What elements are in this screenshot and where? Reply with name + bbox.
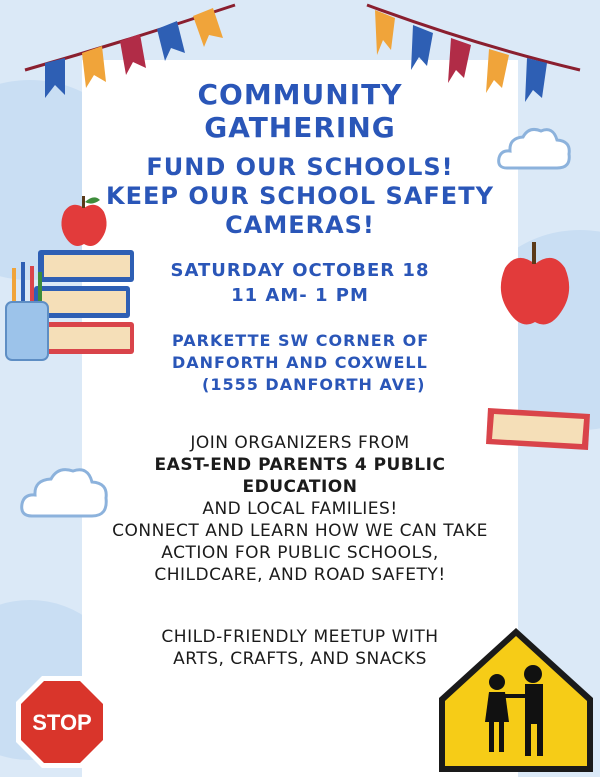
event-subtitle [100, 153, 500, 240]
child-friendly-note [112, 626, 488, 670]
stop-sign-text: STOP [32, 710, 92, 735]
location-line: PARKETTE SW CORNER OF [172, 331, 430, 350]
cloud-icon [495, 120, 575, 180]
subtitle-line: FUND OUR SCHOOLS! [146, 153, 454, 181]
stop-sign-icon [14, 674, 110, 770]
subtitle-line: KEEP OUR SCHOOL SAFETY [106, 182, 494, 210]
event-time: 11 AM- 1 PM [231, 285, 369, 306]
school-crossing-sign-icon [437, 626, 595, 774]
book-icon [484, 402, 594, 454]
event-title [120, 78, 480, 144]
location-line: DANFORTH AND COXWELL [172, 353, 428, 372]
pencil-cup-icon [4, 260, 52, 365]
cloud-icon [18, 458, 113, 528]
location-line: (1555 DANFORTH AVE) [202, 375, 426, 394]
event-datetime [150, 258, 450, 308]
friendly-line: CHILD-FRIENDLY MEETUP WITH [161, 627, 439, 647]
subtitle-line: CAMERAS! [225, 211, 375, 239]
connect-text: CONNECT AND LEARN HOW WE CAN TAKE ACTION FOR PUBLIC SCHOOLS, CHILDCARE, AND ROAD SAFETY! [112, 521, 488, 585]
event-description [112, 432, 488, 586]
families-text: AND LOCAL FAMILIES! [202, 499, 398, 519]
intro-text: JOIN ORGANIZERS FROM [190, 433, 410, 453]
apple-icon [497, 240, 573, 332]
event-date: SATURDAY OCTOBER 18 [170, 260, 430, 281]
organizer-name: EAST-END PARENTS 4 PUBLIC EDUCATION [154, 455, 446, 497]
friendly-line: ARTS, CRAFTS, AND SNACKS [173, 649, 427, 669]
title-line: COMMUNITY [197, 78, 403, 111]
title-line: GATHERING [204, 111, 396, 144]
event-location [172, 330, 472, 396]
